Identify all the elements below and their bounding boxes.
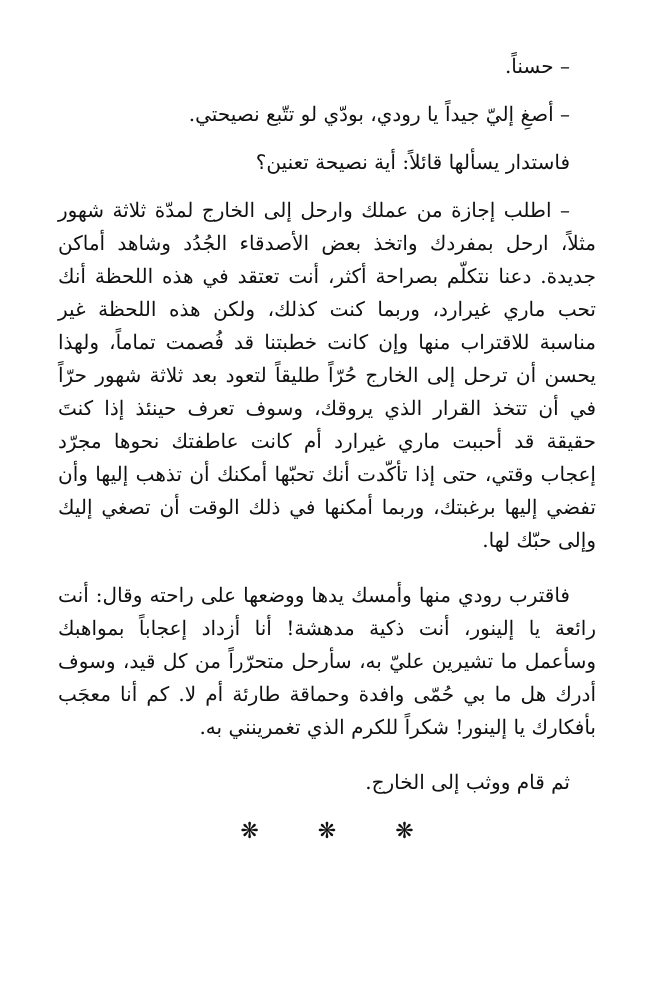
dialogue-line-1: – حسناً. — [504, 54, 570, 78]
narration-paragraph-1: فاستدار يسألها قائلاً: أية نصيحة تعنين؟ — [255, 150, 570, 174]
dialogue-paragraph-advice: – اطلب إجازة من عملك وارحل إلى الخارج لمدّة ثلاثة شهور مثلاً، ارحل بمفردك واتخذ بعض الأصدقاء الجُدُد وشاهد أماكن جديدة. دعنا نتكلّم بصراحة أكثر، أنت تعتقد في هذه اللحظة أنك تحب ماري غيرارد، وربما كنت كذلك، ولكن هذه اللحظة غير مناسبة للاقتراب منها وإن كانت خطبتنا قد فُصمت تماماً، ولهذا يحسن أن ترحل إلى الخارج حُرّاً طليقاً لتعود بعد ثلاثة شهور حرّاً في أن تتخذ القرار الذي يروقك، وسوف تعرف حينئذ إذا كنتَ حقيقة قد أحببت ماري غيرارد أم كانت عاطفتك نحوها مجرّد إعجاب وقتي، حتى إذا تأكّدت أنك تحبّها أمكنك أن تذهب إليها وأن تفضي إليها برغبتك، وربما أمكنها في ذلك الوقت أن تصغي إليك وإلى حبّك لها. — [58, 198, 596, 552]
section-separator: ❋ ❋ ❋ — [240, 819, 440, 844]
book-page — [58, 50, 596, 844]
narration-paragraph-3: ثم قام ووثب إلى الخارج. — [365, 770, 570, 794]
narration-paragraph-2: فاقترب رودي منها وأمسك يدها ووضعها على راحته وقال: أنت رائعة يا إلينور، أنت ذكية مدهشة! أنا أزداد إعجاباً بمواهبك وسأعمل ما تشيرين عليّ به، سأرحل متحرّراً من كل قيد، وسوف أدرك هل ما بي حُمّى وافدة وحماقة طارئة أم لا. كم أنا معجَب بأفكارك يا إلينور! شكراً للكرم الذي تغمرينني به. — [58, 583, 596, 739]
dialogue-line-2: – أصغِ إليّ جيداً يا رودي، بودّي لو تتّبع نصيحتي. — [188, 102, 570, 126]
